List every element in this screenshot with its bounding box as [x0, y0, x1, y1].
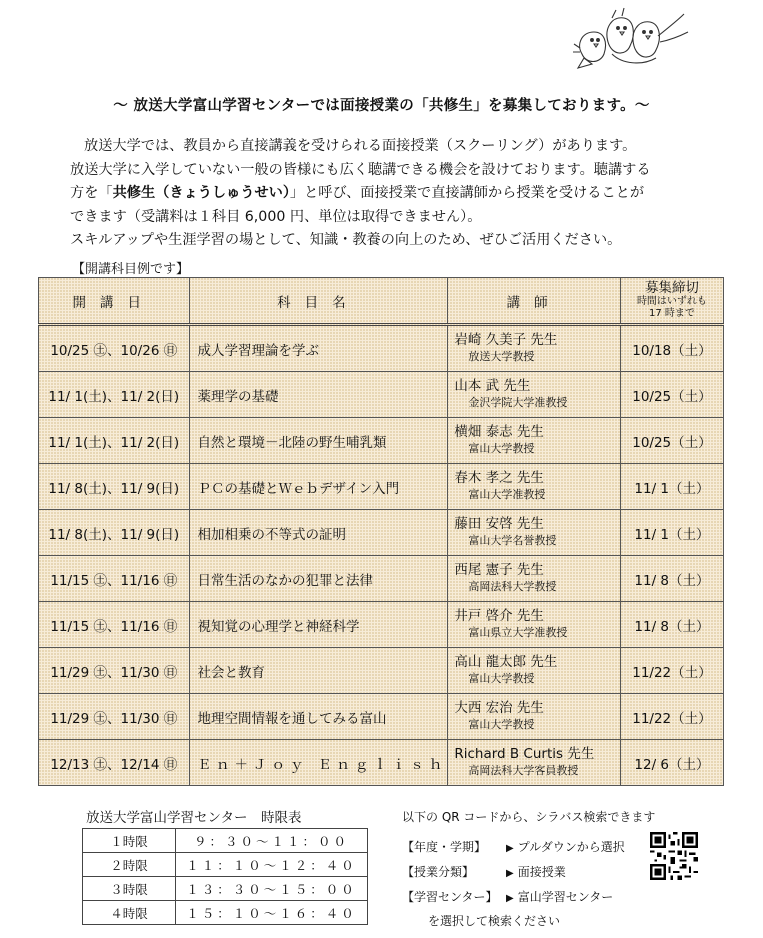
- header-deadline-label: 募集締切: [644, 280, 699, 296]
- timetable-time: １１：１０～１２：４０: [176, 853, 368, 877]
- course-date: 11/ 8(土)、11/ 9(日): [39, 510, 190, 556]
- header-instructor: 講師: [448, 278, 621, 325]
- course-instructor: [448, 418, 621, 464]
- course-instructor: [448, 464, 621, 510]
- timetable-period: ４時限: [83, 901, 176, 925]
- table-row: [39, 556, 724, 602]
- course-deadline: 11/22（土）: [620, 694, 723, 740]
- course-date: 11/ 1(土)、11/ 2(日): [39, 418, 190, 464]
- intro-line-5: スキルアップや生涯学習の場として、知識・教養の向上のため、ぜひご活用ください。: [70, 232, 622, 248]
- course-table-header: [39, 278, 724, 325]
- course-date: 11/15 ㊏、11/16 ㊐: [39, 602, 190, 648]
- birds-illustration: [572, 6, 692, 76]
- course-deadline: 12/ 6（土）: [620, 740, 723, 786]
- timetable-period: ２時限: [83, 853, 176, 877]
- course-deadline: 11/ 1（土）: [620, 464, 723, 510]
- course-deadline: 10/25（土）: [620, 418, 723, 464]
- qr-footer-text: を選択して検索ください: [428, 914, 561, 928]
- qr-row-value: 面接授業: [517, 865, 566, 879]
- intro-line-3: [70, 182, 710, 206]
- course-date: 10/25 ㊏、10/26 ㊐: [39, 325, 190, 372]
- qr-code-icon[interactable]: [650, 832, 698, 880]
- table-row: [39, 418, 724, 464]
- triangle-right-icon: ▶: [506, 868, 514, 879]
- course-date: 11/29 ㊏、11/30 ㊐: [39, 694, 190, 740]
- instructor-name: 井戸 啓介 先生: [454, 608, 544, 624]
- qr-lead-text: 以下の QR コードから、シラバス検索できます: [402, 810, 656, 824]
- course-date: 11/ 8(土)、11/ 9(日): [39, 464, 190, 510]
- course-table: [38, 277, 724, 786]
- instructor-title: 富山大学教授: [468, 672, 535, 685]
- intro-text: [70, 135, 710, 253]
- timetable-row: [83, 877, 368, 901]
- timetable-row: [83, 901, 368, 925]
- table-row: [39, 694, 724, 740]
- instructor-title: 富山大学名誉教授: [468, 534, 557, 547]
- course-deadline: 11/22（土）: [620, 648, 723, 694]
- course-instructor: [448, 372, 621, 418]
- timetable-row: [83, 829, 368, 853]
- timetable-row: [83, 853, 368, 877]
- course-subject: ＰＣの基礎とＷｅｂデザイン入門: [189, 464, 448, 510]
- timetable-time: １３：３０～１５：００: [176, 877, 368, 901]
- course-subject: Ｅｎ＋Ｊｏｙ Ｅｎｇｌｉｓｈ: [189, 740, 448, 786]
- course-subject: 日常生活のなかの犯罪と法律: [189, 556, 448, 602]
- course-deadline: 11/ 8（土）: [620, 556, 723, 602]
- course-instructor: [448, 694, 621, 740]
- triangle-right-icon: ▶: [506, 893, 514, 904]
- intro-line-1: 放送大学では、教員から直接講義を受けられる面接授業（スクーリング）があります。: [84, 138, 637, 154]
- timetable-period: １時限: [83, 829, 176, 853]
- instructor-title: 放送大学教授: [468, 350, 535, 363]
- instructor-name: 横畑 泰志 先生: [454, 424, 544, 440]
- course-instructor: [448, 556, 621, 602]
- table-row: [39, 510, 724, 556]
- instructor-title: 高岡法科大学教授: [468, 580, 557, 593]
- instructor-title: 富山大学教授: [468, 442, 535, 455]
- course-instructor: [448, 602, 621, 648]
- course-subject: 社会と教育: [189, 648, 448, 694]
- header-deadline-note-2: 17 時まで: [648, 308, 695, 319]
- intro-line-3-post: 」と呼び、面接授業で直接講師から授業を受けることが: [289, 185, 645, 201]
- course-date: 11/15 ㊏、11/16 ㊐: [39, 556, 190, 602]
- instructor-name: 岩崎 久美子 先生: [454, 332, 558, 348]
- course-deadline: 11/ 8（土）: [620, 602, 723, 648]
- qr-row-category: [402, 863, 566, 880]
- course-subject: 成人学習理論を学ぶ: [189, 325, 448, 372]
- header-date: 開講日: [39, 278, 190, 325]
- instructor-title: 富山大学教授: [468, 718, 535, 731]
- header-deadline-note-1: 時間はいずれも: [636, 296, 707, 307]
- table-row: [39, 464, 724, 510]
- table-caption: 【開講科目例です】: [72, 262, 190, 277]
- course-instructor: [448, 648, 621, 694]
- qr-row-center: [402, 888, 613, 905]
- instructor-name: 大西 宏治 先生: [454, 700, 544, 716]
- course-subject: 地理空間情報を通してみる富山: [189, 694, 448, 740]
- timetable-time: １５：１０～１６：４０: [176, 901, 368, 925]
- qr-row-value: プルダウンから選択: [517, 840, 625, 854]
- instructor-title: 高岡法科大学客員教授: [468, 764, 579, 777]
- timetable-period: ３時限: [83, 877, 176, 901]
- course-deadline: 10/18（土）: [620, 325, 723, 372]
- course-subject: 視知覚の心理学と神経科学: [189, 602, 448, 648]
- instructor-title: 富山大学准教授: [468, 488, 546, 501]
- intro-line-2: 放送大学に入学していない一般の皆様にも広く聴講できる機会を設けております。聴講する: [70, 161, 651, 178]
- table-row: [39, 602, 724, 648]
- timetable: [82, 828, 368, 925]
- course-deadline: 10/25（土）: [620, 372, 723, 418]
- course-subject: 薬理学の基礎: [189, 372, 448, 418]
- instructor-name: 西尾 憲子 先生: [454, 562, 544, 578]
- instructor-title: 金沢学院大学准教授: [468, 396, 568, 409]
- course-date: 11/ 1(土)、11/ 2(日): [39, 372, 190, 418]
- instructor-title: 富山県立大学准教授: [468, 626, 568, 639]
- course-date: 12/13 ㊏、12/14 ㊐: [39, 740, 190, 786]
- headline: ～ 放送大学富山学習センターでは面接授業の「共修生」を募集しております。～: [113, 98, 650, 114]
- header-subject: 科目名: [189, 278, 448, 325]
- qr-row-key: 【年度・学期】: [402, 840, 487, 854]
- table-row: [39, 648, 724, 694]
- qr-row-key: 【授業分類】: [402, 865, 475, 879]
- timetable-time: ９：３０～１１：００: [176, 829, 368, 853]
- table-row: [39, 372, 724, 418]
- course-instructor: [448, 510, 621, 556]
- timetable-title: 放送大学富山学習センター 時限表: [86, 810, 302, 826]
- course-instructor: [448, 325, 621, 372]
- table-row: [39, 740, 724, 786]
- qr-row-key: 【学習センター】: [402, 890, 498, 904]
- instructor-name: 高山 龍太郎 先生: [454, 654, 558, 670]
- qr-row-value: 富山学習センター: [517, 890, 614, 904]
- qr-row-year: [402, 838, 625, 855]
- table-row: [39, 325, 724, 372]
- course-instructor: [448, 740, 621, 786]
- instructor-name: Richard B Curtis 先生: [454, 746, 595, 762]
- instructor-name: 春木 孝之 先生: [454, 470, 544, 486]
- course-subject: 自然と環境－北陸の野生哺乳類: [189, 418, 448, 464]
- triangle-right-icon: ▶: [506, 843, 514, 854]
- instructor-name: 藤田 安啓 先生: [454, 516, 544, 532]
- course-date: 11/29 ㊏、11/30 ㊐: [39, 648, 190, 694]
- course-subject: 相加相乗の不等式の証明: [189, 510, 448, 556]
- instructor-name: 山本 武 先生: [454, 378, 531, 394]
- header-deadline: [620, 278, 723, 325]
- course-deadline: 11/ 1（土）: [620, 510, 723, 556]
- intro-line-3-bold: 共修生（きょうしゅうせい）: [112, 185, 290, 201]
- intro-line-3-pre: 方を「: [70, 185, 113, 201]
- intro-line-4: できます（受講料は１科目 6,000 円、単位は取得できません）。: [70, 208, 482, 225]
